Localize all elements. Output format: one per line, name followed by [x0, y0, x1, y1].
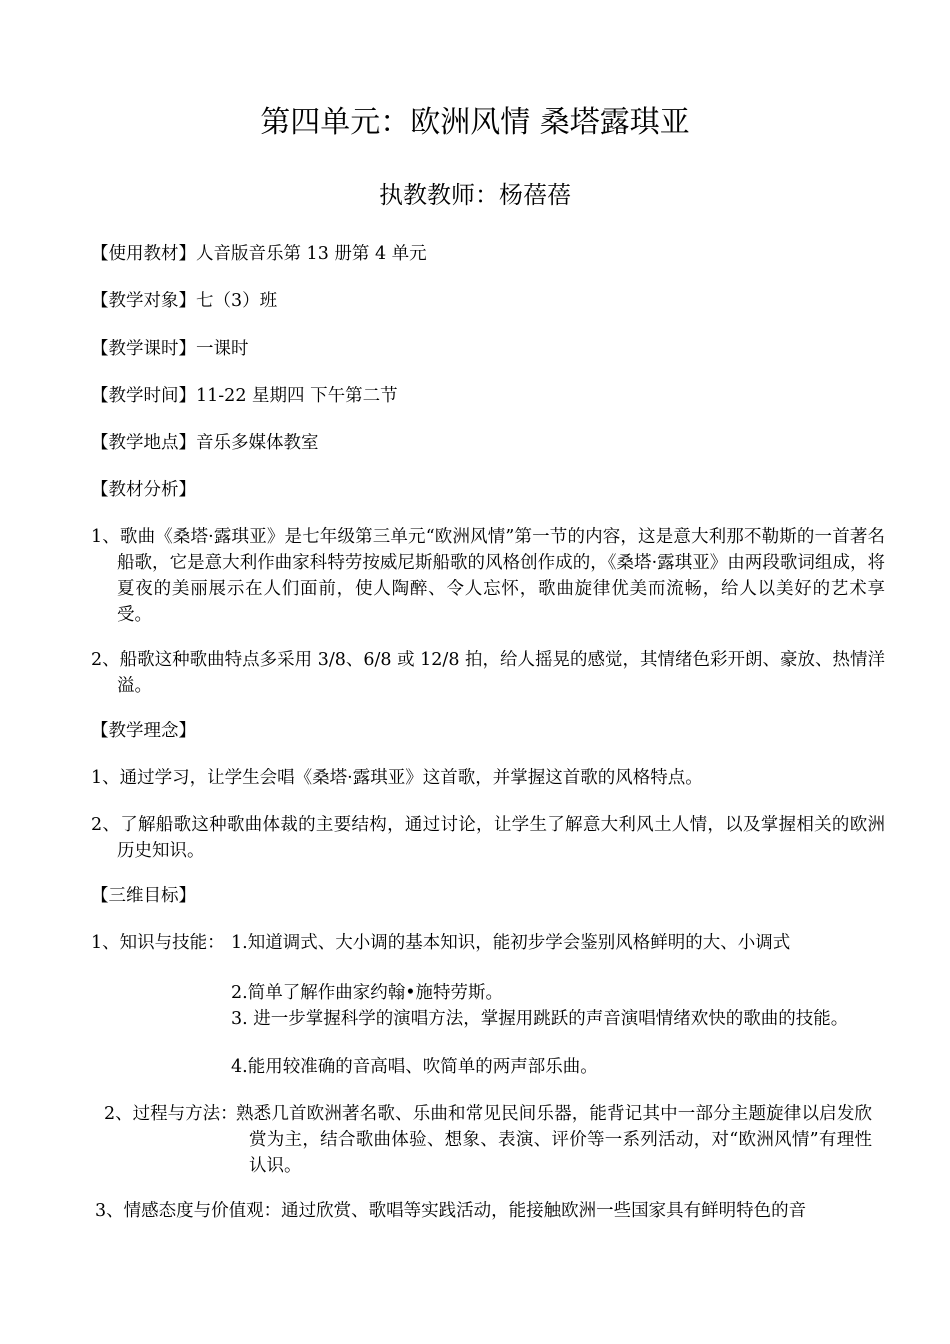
teacher-name: 执教教师：杨蓓蓓	[379, 181, 571, 209]
concept-paragraph-1: 1、通过学习，让学生会唱《桑塔·露琪亚》这首歌，并掌握这首歌的风格特点。	[91, 768, 703, 788]
goal-3-text: 3、情感态度与价值观：通过欣赏、歌唱等实践活动，能接触欧洲一些国家具有鲜明特色的音	[95, 1201, 807, 1221]
document-title: 第四单元：欧洲风情 桑塔露琪亚	[260, 105, 690, 140]
analysis-paragraph-1: 1、歌曲《桑塔·露琪亚》是七年级第三单元“欧洲风情”第一节的内容，这是意大利那不勒斯的一首著名船歌，它是意大利作曲家科特劳按威尼斯船歌的风格创作成的，《桑塔·露琪亚》由两段歌词组成，将夏夜的美丽展示在人们面前，使人陶醉、令人忘怀，歌曲旋律优美而流畅，给人以美好的艺术享受。	[91, 527, 885, 625]
goal-1-item-3: 3. 进一步掌握科学的演唱方法，掌握用跳跃的声音演唱情绪欢快的歌曲的技能。	[231, 1009, 849, 1029]
info-hours: 【教学课时】一课时	[91, 339, 249, 359]
goal-1-item-2: 2.简单了解作曲家约翰•施特劳斯。	[231, 983, 504, 1003]
info-material: 【使用教材】人音版音乐第 13 册第 4 单元	[91, 244, 427, 264]
concept-heading: 【教学理念】	[91, 721, 196, 741]
goal-1-label: 1、知识与技能：	[91, 933, 225, 953]
goal-1-item-1: 1.知道调式、大小调的基本知识，能初步学会鉴别风格鲜明的大、小调式	[231, 933, 791, 953]
goal-2-label: 2、过程与方法：	[104, 1104, 238, 1124]
goals-heading: 【三维目标】	[91, 886, 196, 906]
analysis-paragraph-2: 2、船歌这种歌曲特点多采用 3/8、6/8 或 12/8 拍，给人摇晃的感觉，其情绪色彩开朗、豪放、热情洋溢。	[91, 650, 886, 696]
info-time: 【教学时间】11-22 星期四 下午第二节	[91, 386, 398, 406]
goal-1-item-4: 4.能用较准确的音高唱、吹简单的两声部乐曲。	[231, 1057, 598, 1077]
concept-paragraph-2: 2、了解船歌这种歌曲体裁的主要结构，通过讨论，让学生了解意大利风土人情，以及掌握相关的欧洲历史知识。	[91, 815, 885, 861]
goal-2-text: 熟悉几首欧洲著名歌、乐曲和常见民间乐器，能背记其中一部分主题旋律以启发欣赏为主，结合歌曲体验、想象、表演、评价等一系列活动，对“欧洲风情”有理性认识。	[236, 1104, 872, 1176]
analysis-heading: 【教材分析】	[91, 480, 196, 500]
info-target: 【教学对象】七（3）班	[91, 291, 278, 311]
info-place: 【教学地点】音乐多媒体教室	[91, 433, 319, 453]
